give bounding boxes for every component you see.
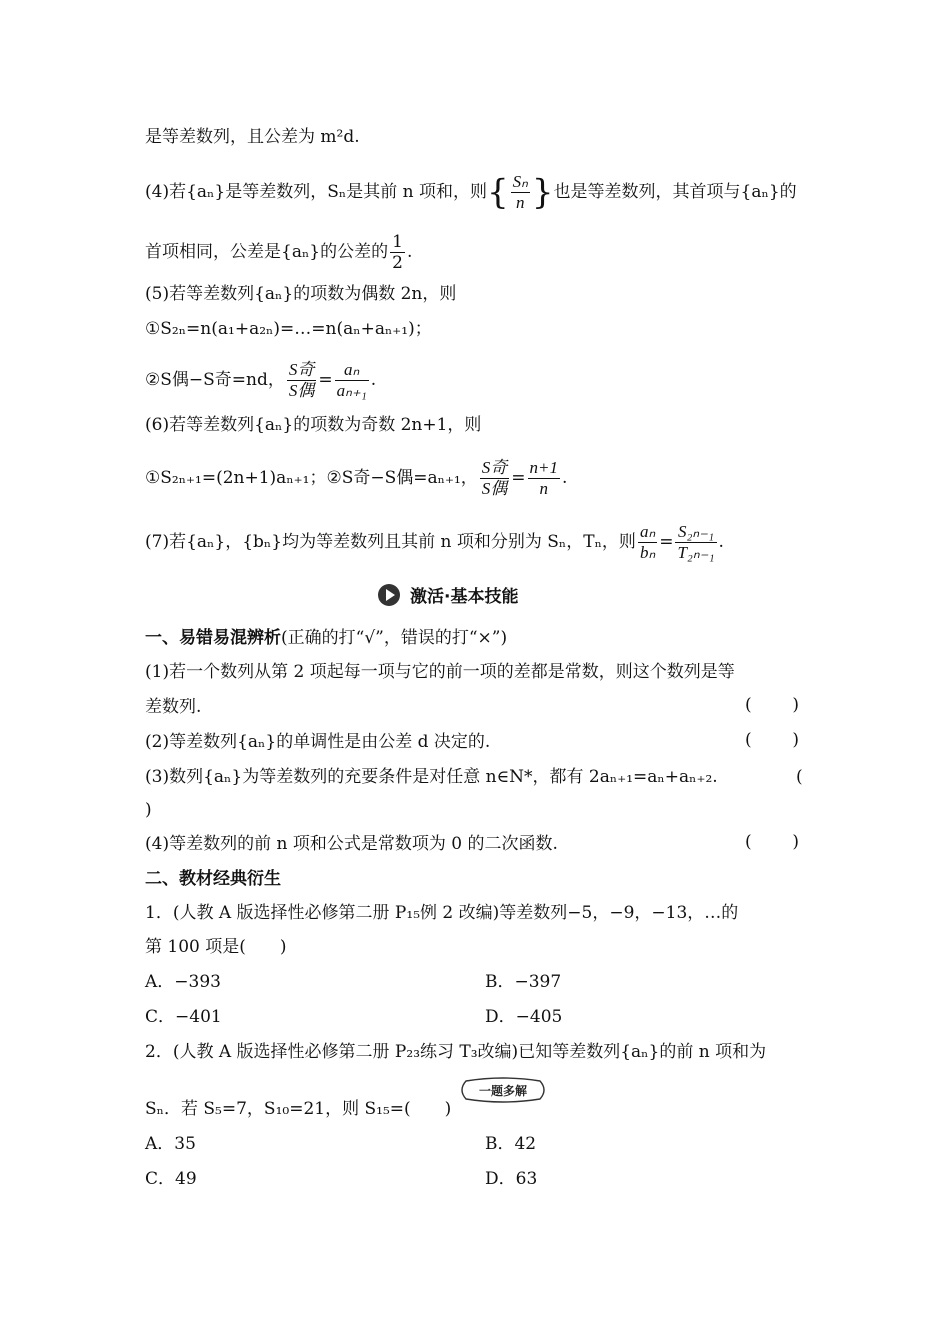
property-6-eq-text: ①S₂ₙ₊₁=(2n+1)aₙ₊₁；②S奇−S偶=aₙ₊₁， — [145, 468, 478, 488]
badge-label: 一题多解 — [478, 1084, 528, 1098]
fraction-n1-over-n — [528, 458, 560, 499]
close-paren: ) — [792, 832, 799, 852]
part1-heading-text: 一、易错易混辨析 — [145, 628, 281, 648]
fraction-one-half — [390, 232, 405, 273]
section-title — [378, 582, 518, 607]
question-1-1-line-a: (1)若一个数列从第 2 项起每一项与它的前一项的差都是常数，则这个数列是等 — [145, 662, 735, 682]
open-paren: ( — [745, 695, 752, 715]
multi-solution-badge — [460, 1077, 546, 1103]
fraction-denominator: T₂ₙ₋₁ — [677, 543, 715, 562]
property-5-title: (5)若等差数列{aₙ}的项数为偶数 2n，则 — [145, 284, 457, 304]
property-7: (7)若{aₙ}，{bₙ}均为等差数列且其前 n 项和分别为 Sₙ，Tₙ，则 $\frac{\text{aₙ}}{\text{bₙ}}$ = $\frac{\text{S₂ₙ₋₁}}{\text{T₂ₙ₋₁}}$ . — [145, 522, 724, 562]
property-4-line-2: 首项相同，公差是{aₙ}的公差的 $\frac{1}{2}$ . — [145, 232, 413, 273]
part2-heading: 二、教材经典衍生 — [145, 869, 281, 889]
open-paren: ( — [745, 730, 752, 750]
left-brace-icon: { — [486, 172, 509, 213]
fraction-s-odd-over-s-even — [287, 360, 317, 401]
open-paren: ( — [745, 832, 752, 852]
option-d[interactable]: D．−405 — [485, 1007, 563, 1027]
fraction-denominator: S偶 — [481, 479, 508, 498]
property-4-line-1 — [145, 172, 797, 213]
answer-bracket-3-open[interactable]: ( — [796, 767, 803, 787]
fraction-denominator: bₙ — [639, 543, 656, 562]
fraction-numerator: n+1 — [529, 458, 558, 477]
answer-bracket-2[interactable] — [745, 730, 799, 750]
right-brace-icon: } — [531, 172, 554, 213]
option-b[interactable]: B．−397 — [485, 972, 562, 992]
fraction-denominator: n — [539, 479, 548, 498]
question-1-3-line-a: (3)数列{aₙ}为等差数列的充要条件是对任意 n∈N*，都有 2aₙ₊₁=aₙ+aₙ₊₂. — [145, 767, 718, 787]
option-a[interactable]: A．35 — [145, 1134, 196, 1154]
fraction-numerator: 1 — [392, 232, 403, 252]
question-1-2: (2)等差数列{aₙ}的单调性是由公差 d 决定的. — [145, 732, 491, 752]
play-icon — [378, 584, 400, 606]
property-5-eq2: ②S偶−S奇=nd， $\frac{\text{S奇}}{\text{S偶}}$ = $\frac{\text{aₙ}}{\text{aₙ₊₁}}$ . — [145, 360, 377, 400]
answer-bracket-1[interactable] — [745, 695, 799, 715]
fraction-sn-over-n — [511, 172, 530, 213]
option-d[interactable]: D．63 — [485, 1169, 538, 1189]
fraction-an-over-an1 — [335, 360, 369, 401]
fraction-s-odd-over-s-even — [480, 458, 510, 499]
section-title-text: 激活·基本技能 — [410, 587, 519, 607]
fraction-denominator: S偶 — [288, 381, 315, 400]
answer-bracket-4[interactable] — [745, 832, 799, 852]
fraction-numerator: S奇 — [481, 458, 508, 477]
fraction-numerator: S₂ₙ₋₁ — [675, 522, 716, 543]
question-2-1-line-a: 1．(人教 A 版选择性必修第二册 P₁₅例 2 改编)等差数列−5，−9，−13，…的 — [145, 903, 739, 923]
fraction-numerator: Sₙ — [512, 172, 528, 191]
part1-heading — [145, 626, 507, 650]
property-4-text-c: 首项相同，公差是{aₙ}的公差的 — [145, 242, 389, 262]
question-2-1-line-b: 第 100 项是( ) — [145, 937, 287, 957]
property-5-eq2-text: ②S偶−S奇=nd， — [145, 370, 285, 390]
property-6-title: (6)若等差数列{aₙ}的项数为奇数 2n+1，则 — [145, 415, 482, 435]
option-a[interactable]: A．−393 — [145, 972, 221, 992]
option-c[interactable]: C．−401 — [145, 1007, 222, 1027]
answer-bracket-3-close[interactable]: ) — [145, 800, 152, 820]
fraction-an-over-bn — [638, 522, 657, 563]
fraction-denominator: aₙ₊₁ — [336, 381, 367, 400]
fraction-numerator: aₙ — [335, 360, 369, 381]
question-2-2-line-b: Sₙ．若 S₅=7，S₁₀=21，则 S₁₅=( ) — [145, 1099, 452, 1119]
question-1-4: (4)等差数列的前 n 项和公式是常数项为 0 的二次函数. — [145, 834, 558, 854]
fraction-denominator: 2 — [392, 253, 403, 273]
option-b[interactable]: B．42 — [485, 1134, 537, 1154]
fraction-numerator: aₙ — [639, 522, 656, 541]
property-6-eq: ①S₂ₙ₊₁=(2n+1)aₙ₊₁；②S奇−S偶=aₙ₊₁， $\frac{\text{S奇}}{\text{S偶}}$ = $\frac{n+1}{n}$ . — [145, 458, 568, 498]
option-c[interactable]: C．49 — [145, 1169, 197, 1189]
question-2-2-line-a: 2．(人教 A 版选择性必修第二册 P₂₃练习 T₃改编)已知等差数列{aₙ}的前 n 项和为 — [145, 1042, 767, 1062]
close-paren: ) — [792, 730, 799, 750]
property-5-eq1: ①S₂ₙ=n(a₁+a₂ₙ)=…=n(aₙ+aₙ₊₁)； — [145, 319, 432, 339]
fraction-denominator: n — [516, 193, 525, 212]
property-4-text-b: 也是等差数列，其首项与{aₙ}的 — [553, 182, 797, 202]
fraction-numerator: S奇 — [288, 360, 315, 379]
property-4-text-a: (4)若{aₙ}是等差数列，Sₙ是其前 n 项和，则 — [145, 182, 487, 202]
fraction-s-over-t — [675, 522, 716, 563]
part1-heading-note: (正确的打“√”，错误的打“×”) — [281, 628, 508, 648]
question-1-1-line-b: 差数列. — [145, 697, 202, 717]
property-7-text: (7)若{aₙ}，{bₙ}均为等差数列且其前 n 项和分别为 Sₙ，Tₙ，则 — [145, 532, 636, 552]
close-paren: ) — [792, 695, 799, 715]
text-line: 是等差数列，且公差为 m²d. — [145, 127, 360, 147]
